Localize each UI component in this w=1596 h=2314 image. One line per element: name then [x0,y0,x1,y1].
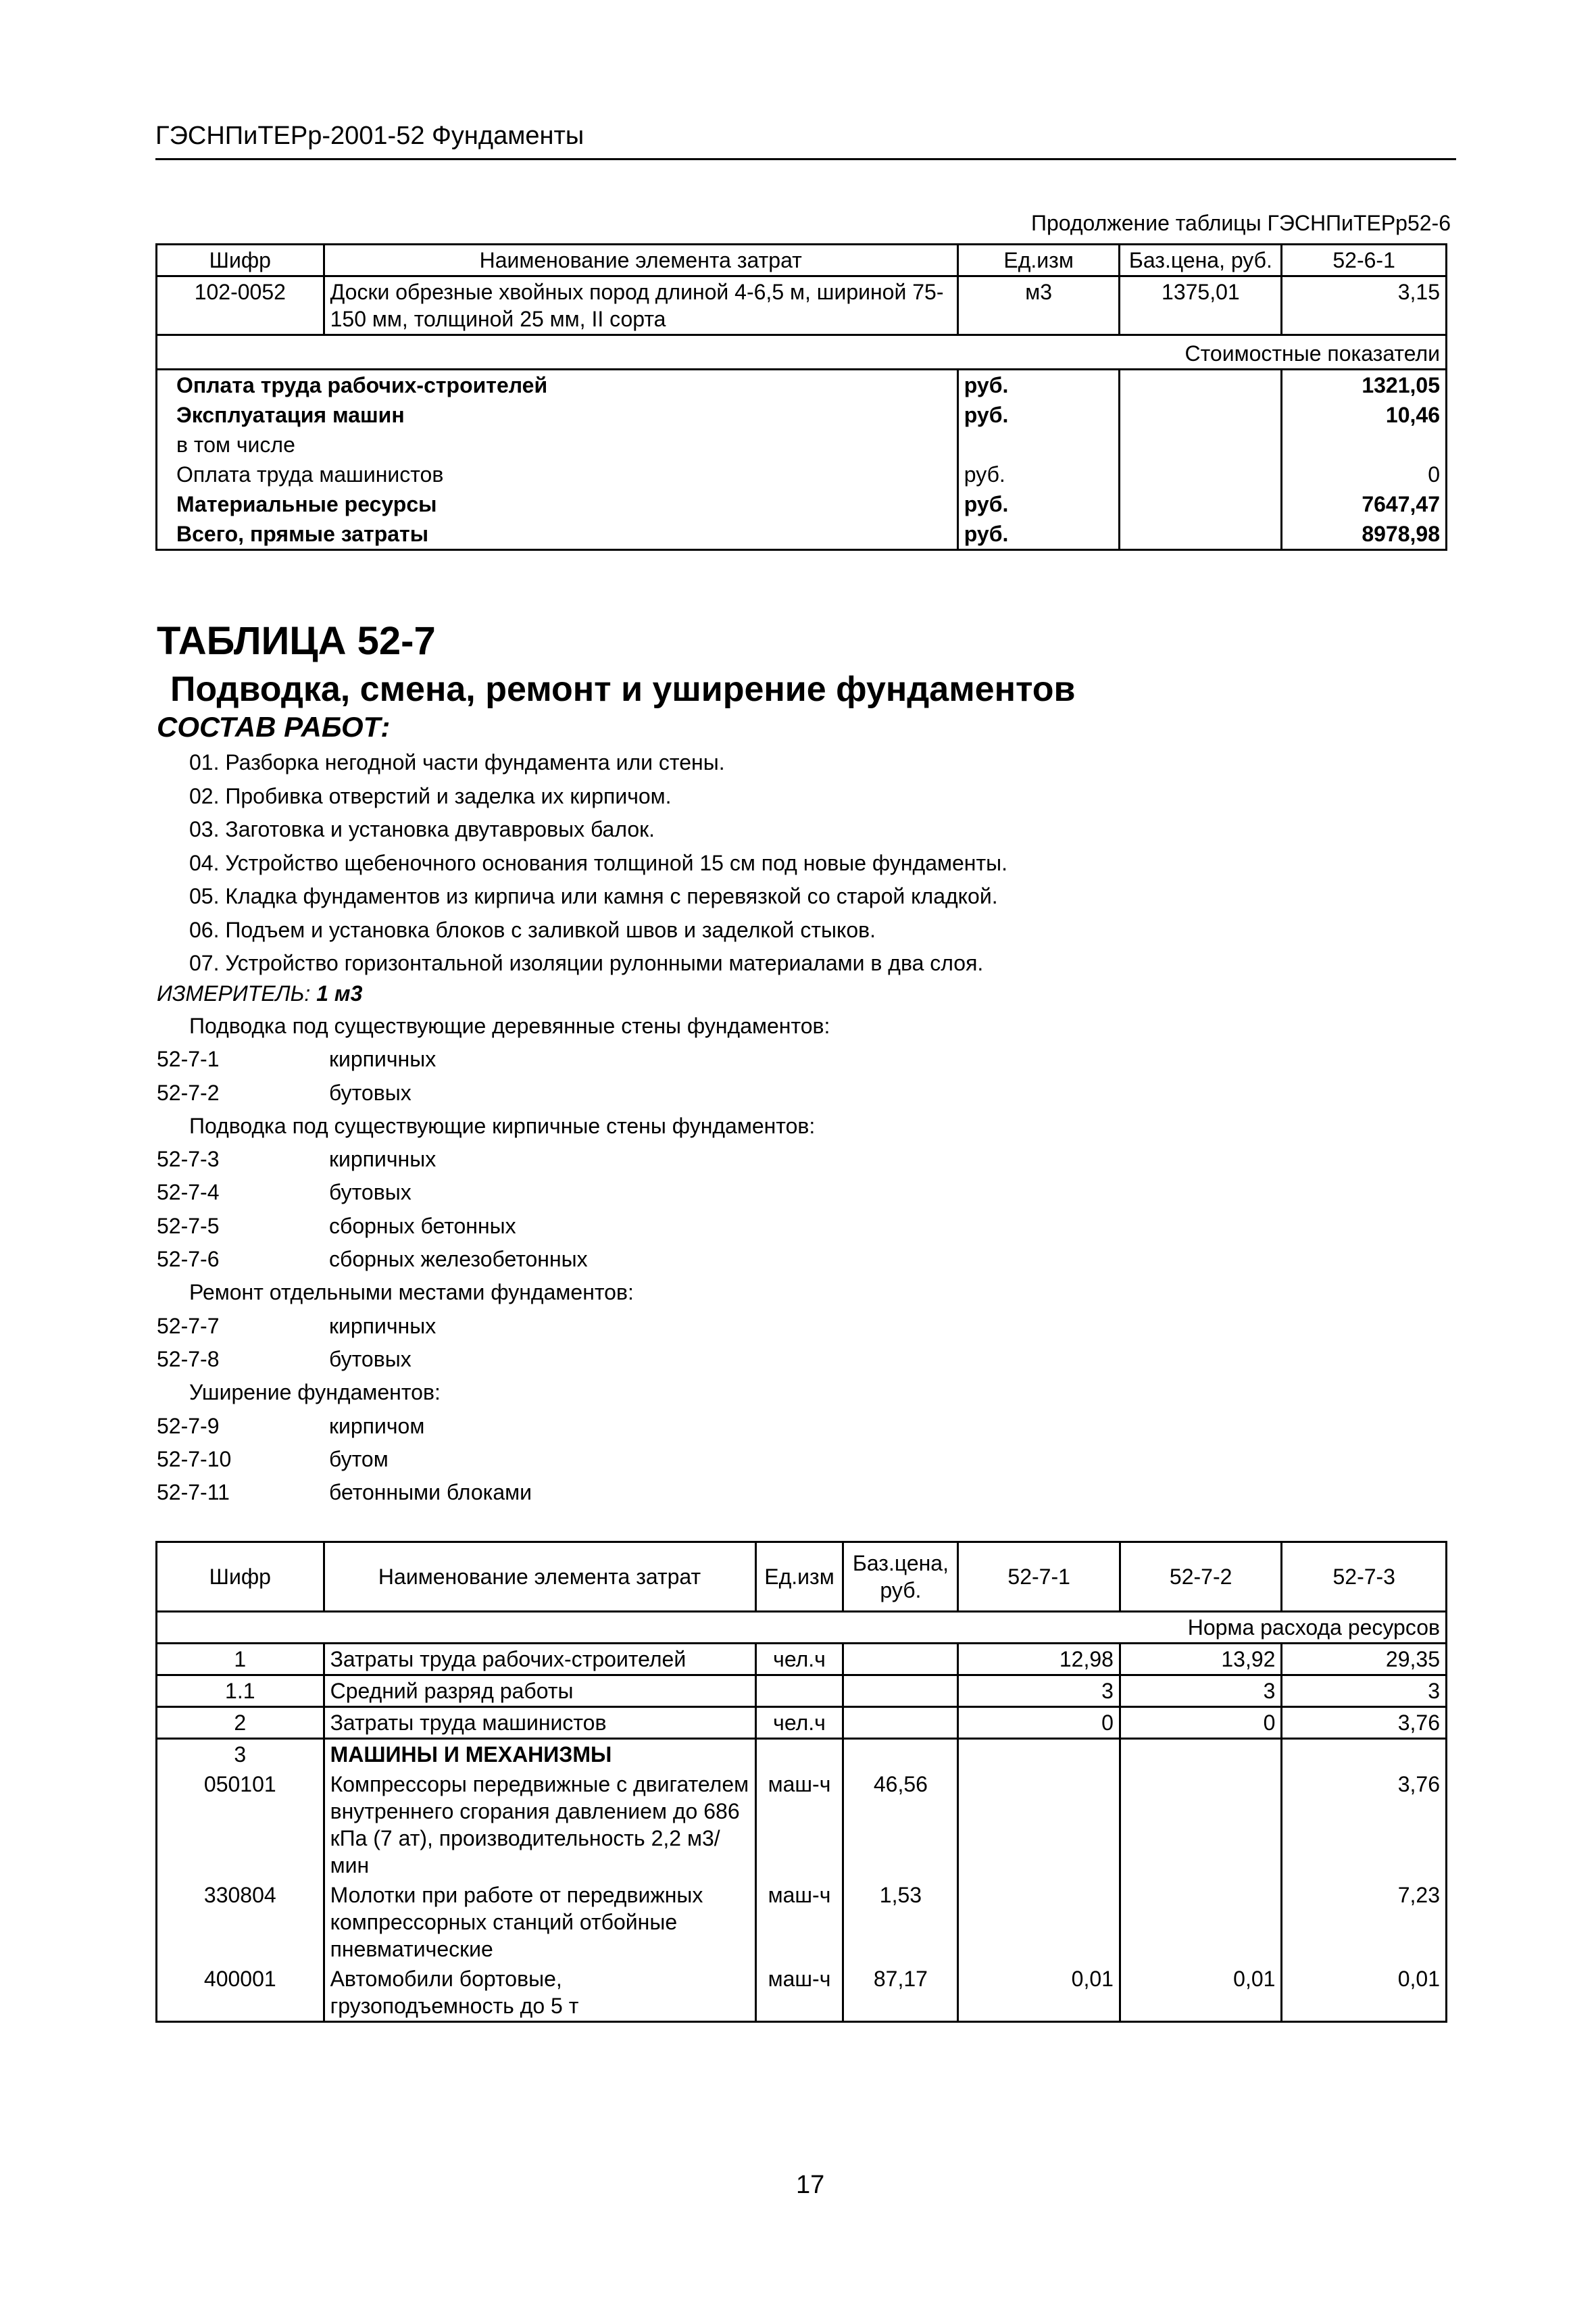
cost-name: Оплата труда рабочих-строителей [157,370,958,401]
table-header-row [157,245,1447,276]
cell-value: 12,98 [958,1644,1120,1675]
norm-code: 52-7-7 [157,1313,220,1338]
cell-name: Затраты труда рабочих-строителей [324,1644,755,1675]
cell-price [843,1644,958,1675]
table-row [157,1644,1447,1675]
table-row [157,1769,1447,1880]
cell-name: Доски обрезные хвойных пород длиной 4-6,5 м, шириной 75-150 мм, толщиной 25 мм, II сорта [324,276,957,335]
cell-name: МАШИНЫ И МЕХАНИЗМЫ [324,1739,755,1770]
cost-value: 10,46 [1282,400,1447,430]
norm-code-list [157,1014,968,1513]
col-header-name: Наименование элемента затрат [324,1542,755,1612]
group-title: Подводка под существующие кирпичные стены фундаментов: [189,1113,816,1138]
page-number: 17 [796,2171,825,2199]
norm-name: бутовых [329,1346,412,1371]
cell-name: Компрессоры передвижные с двигателем внутреннего сгорания давлением до 686 кПа (7 ат), производительность 2,2 м3/мин [324,1769,755,1880]
cell-code: 1.1 [157,1675,324,1707]
cell-price [843,1675,958,1707]
cell-price: 1,53 [843,1880,958,1964]
norm-code: 52-7-6 [157,1247,220,1272]
cell-price: 46,56 [843,1769,958,1880]
table-subtitle: Подводка, смена, ремонт и уширение фундаментов [170,670,1076,709]
header-divider [155,158,1456,160]
col-header-norm-1: 52-7-1 [958,1542,1120,1612]
norm-name: сборных бетонных [329,1213,516,1238]
cell-value [1120,1739,1282,1770]
resource-table-52-7 [155,1541,1447,2023]
group-title: Ремонт отдельными местами фундаментов: [189,1280,634,1305]
cell-value [958,1880,1120,1964]
norm-name: кирпичом [329,1413,425,1438]
table-row [157,489,1447,519]
cost-name: Всего, прямые затраты [157,519,958,550]
running-header: ГЭСНПиТЕРр-2001-52 Фундаменты [155,122,584,150]
table-row [157,1675,1447,1707]
cell-value: 0,01 [1282,1964,1447,2022]
norm-code: 52-7-5 [157,1213,220,1238]
table-row [157,1707,1447,1739]
norm-name: кирпичных [329,1047,437,1072]
table-row [157,400,1447,430]
cost-value: 0 [1282,460,1447,489]
cell-value: 3,76 [1282,1707,1447,1739]
col-header-norm: 52-6-1 [1282,245,1447,276]
cell-value [958,1739,1120,1770]
cell-code: 3 [157,1739,324,1770]
list-item: 02. Пробивка отверстий и заделка их кирпичом. [189,783,672,808]
list-item: 05. Кладка фундаментов из кирпича или камня с перевязкой со старой кладкой. [189,884,998,908]
table-row [157,430,1447,460]
cost-name: Материальные ресурсы [157,489,958,519]
cost-value: 1321,05 [1282,370,1447,401]
work-composition-heading: СОСТАВ РАБОТ: [157,711,391,743]
cell-value [1282,1739,1447,1770]
table-continuation-label: Продолжение таблицы ГЭСНПиТЕРр52-6 [1030,211,1451,235]
col-header-code: Шифр [157,1542,324,1612]
cell-price: 1375,01 [1120,276,1282,335]
table-title: ТАБЛИЦА 52-7 [157,619,436,663]
cost-unit [957,430,1120,460]
cost-table-52-6 [155,243,1447,551]
table-row [157,1964,1447,2022]
cost-unit: руб. [957,400,1120,430]
cell-value: 3 [958,1675,1120,1707]
cell-price [843,1739,958,1770]
cell-name: Автомобили бортовые, грузоподъемность до 5 т [324,1964,755,2022]
cell-unit: маш-ч [755,1964,843,2022]
table-row [157,276,1447,335]
cell-unit: м3 [957,276,1120,335]
col-header-norm-3: 52-7-3 [1282,1542,1447,1612]
norm-code: 52-7-1 [157,1047,220,1072]
measure-line [157,981,362,1006]
cell-unit: чел.ч [755,1644,843,1675]
cell-value: 0,01 [958,1964,1120,2022]
table-row [157,460,1447,489]
list-item: 01. Разборка негодной части фундамента или стены. [189,750,725,774]
cell-price [843,1707,958,1739]
cell-code: 050101 [157,1769,324,1880]
cell-value: 0 [958,1707,1120,1739]
cell-name: Затраты труда машинистов [324,1707,755,1739]
norm-name: бутом [329,1446,389,1471]
cost-value: 7647,47 [1282,489,1447,519]
table-row [157,519,1447,550]
norm-code: 52-7-4 [157,1180,220,1205]
cell-code: 2 [157,1707,324,1739]
work-list [189,746,1007,981]
cell-value [1120,1880,1282,1964]
cell-unit: чел.ч [755,1707,843,1739]
col-header-name: Наименование элемента затрат [324,245,957,276]
list-item: 04. Устройство щебеночного основания толщиной 15 см под новые фундаменты. [189,850,1008,875]
table-row [157,1739,1447,1770]
norm-name: бутовых [329,1180,412,1205]
norm-name: бетонными блоками [329,1480,532,1505]
col-header-unit: Ед.изм [957,245,1120,276]
cell-unit: маш-ч [755,1769,843,1880]
cost-value: 8978,98 [1282,519,1447,550]
cell-code: 102-0052 [157,276,324,335]
norm-code: 52-7-2 [157,1080,220,1105]
cell-value [958,1769,1120,1880]
cell-value: 3,76 [1282,1769,1447,1880]
cell-value: 29,35 [1282,1644,1447,1675]
norm-name: бутовых [329,1080,412,1105]
cost-name: Эксплуатация машин [157,400,958,430]
table-row [157,1880,1447,1964]
cell-value: 0,01 [1120,1964,1282,2022]
col-header-unit: Ед.изм [755,1542,843,1612]
cell-value: 7,23 [1282,1880,1447,1964]
measure-value: 1 м3 [316,981,363,1006]
cost-value [1282,430,1447,460]
cell-value: 13,92 [1120,1644,1282,1675]
norm-code: 52-7-9 [157,1413,220,1438]
col-header-norm-2: 52-7-2 [1120,1542,1282,1612]
cell-value: 3 [1120,1675,1282,1707]
cell-value: 3,15 [1282,276,1447,335]
cost-unit: руб. [957,370,1120,401]
cell-name: Молотки при работе от передвижных компрессорных станций отбойные пневматические [324,1880,755,1964]
cell-name: Средний разряд работы [324,1675,755,1707]
table-row [157,370,1447,401]
cell-unit [755,1675,843,1707]
cost-unit: руб. [957,519,1120,550]
cell-value: 3 [1282,1675,1447,1707]
list-item: 07. Устройство горизонтальной изоляции рулонными материалами в два слоя. [189,951,984,975]
norm-name: сборных железобетонных [329,1247,588,1272]
norm-code: 52-7-3 [157,1147,220,1172]
group-title: Уширение фундаментов: [189,1380,441,1405]
cell-unit: маш-ч [755,1880,843,1964]
cell-code: 330804 [157,1880,324,1964]
norm-code: 52-7-10 [157,1446,232,1471]
cost-name: Оплата труда машинистов [157,460,958,489]
cell-price: 87,17 [843,1964,958,2022]
cell-code: 1 [157,1644,324,1675]
list-item: 03. Заготовка и установка двутавровых балок. [189,817,655,841]
norm-name: кирпичных [329,1147,437,1172]
list-item: 06. Подъем и установка блоков с заливкой швов и заделкой стыков. [189,917,876,942]
norm-code: 52-7-8 [157,1346,220,1371]
cost-section-header [157,335,1447,370]
cell-value [1120,1769,1282,1880]
col-header-code: Шифр [157,245,324,276]
cost-header-cell: Стоимостные показатели [157,335,1447,370]
norm-name: кирпичных [329,1313,437,1338]
measure-label: ИЗМЕРИТЕЛЬ: [157,981,311,1006]
norm-header-cell: Норма расхода ресурсов [157,1612,1447,1644]
cost-name: в том числе [157,430,958,460]
table-header-row [157,1542,1447,1612]
cell-value: 0 [1120,1707,1282,1739]
norm-code: 52-7-11 [157,1480,230,1505]
group-title: Подводка под существующие деревянные стены фундаментов: [189,1014,830,1038]
cell-code: 400001 [157,1964,324,2022]
cost-unit: руб. [957,460,1120,489]
col-header-price: Баз.цена, руб. [1120,245,1282,276]
cell-unit [755,1739,843,1770]
col-header-price: Баз.цена, руб. [843,1542,958,1612]
norm-section-header [157,1612,1447,1644]
cost-unit: руб. [957,489,1120,519]
